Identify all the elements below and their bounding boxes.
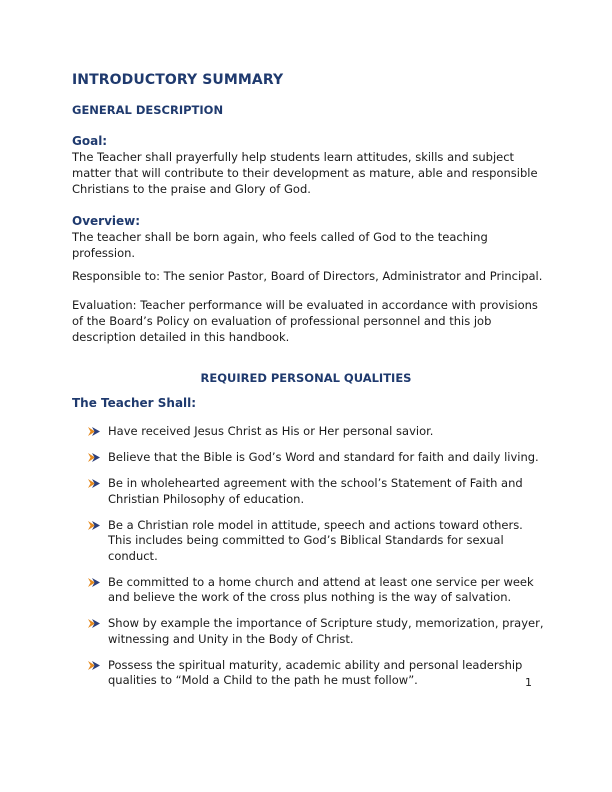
list-item: [88, 450, 548, 466]
list-item-text: Be committed to a home church and attend at least one service per week and believe the work of the cross plus nothing is the way of salvation.: [108, 574, 534, 604]
arrow-bullet-icon: [88, 577, 100, 588]
goal-text: The Teacher shall prayerfully help students learn attitudes, skills and subject matter that will contribute to their development as mature, able and responsible Christians to the praise and Glory of God.: [72, 150, 538, 196]
overview-section: [72, 213, 552, 261]
overview-label: Overview:: [72, 214, 141, 228]
list-item-text: Believe that the Bible is God’s Word and standard for faith and daily living.: [108, 450, 539, 464]
list-item: [88, 575, 548, 606]
arrow-bullet-icon: [88, 478, 100, 489]
goal-label: Goal:: [72, 134, 108, 148]
qualities-list: [88, 424, 548, 699]
list-item: [88, 424, 548, 440]
evaluation-text: Evaluation: Teacher performance will be evaluated in accordance with provisions of the Board’s Policy on evaluation of professional personnel and this job description detailed in this handbook.: [72, 298, 538, 344]
responsible-section: [72, 268, 552, 284]
responsible-text: Responsible to: The senior Pastor, Board of Directors, Administrator and Principal.: [72, 269, 543, 283]
arrow-bullet-icon: [88, 660, 100, 671]
list-item-text: Be in wholehearted agreement with the school’s Statement of Faith and Christian Philosophy of education.: [108, 476, 523, 506]
section-heading-general-description: GENERAL DESCRIPTION: [72, 103, 224, 117]
list-item-text: Possess the spiritual maturity, academic ability and personal leadership qualities to “Mold a Child to the path he must follow”.: [108, 657, 523, 687]
arrow-bullet-icon: [88, 426, 100, 437]
list-item: [88, 518, 548, 565]
evaluation-section: [72, 297, 552, 345]
list-item: [88, 616, 548, 647]
list-item-text: Show by example the importance of Scripture study, memorization, prayer, witnessing and Unity in the Body of Christ.: [108, 616, 544, 646]
arrow-bullet-icon: [88, 452, 100, 463]
goal-section: [72, 133, 552, 197]
page-number: 1: [525, 676, 532, 689]
list-item-text: Have received Jesus Christ as His or Her personal savior.: [108, 424, 434, 438]
arrow-bullet-icon: [88, 618, 100, 629]
section-heading-required-qualities: REQUIRED PERSONAL QUALITIES: [200, 371, 412, 385]
overview-text: The teacher shall be born again, who feels called of God to the teaching profession.: [72, 230, 488, 260]
page-title: INTRODUCTORY SUMMARY: [72, 72, 284, 88]
teacher-shall-label: The Teacher Shall:: [72, 396, 197, 410]
arrow-bullet-icon: [88, 520, 100, 531]
list-item-text: Be a Christian role model in attitude, speech and actions toward others. This includes being committed to God’s Biblical Standards for sexual conduct.: [108, 517, 523, 563]
list-item: [88, 476, 548, 507]
list-item: [88, 658, 548, 689]
